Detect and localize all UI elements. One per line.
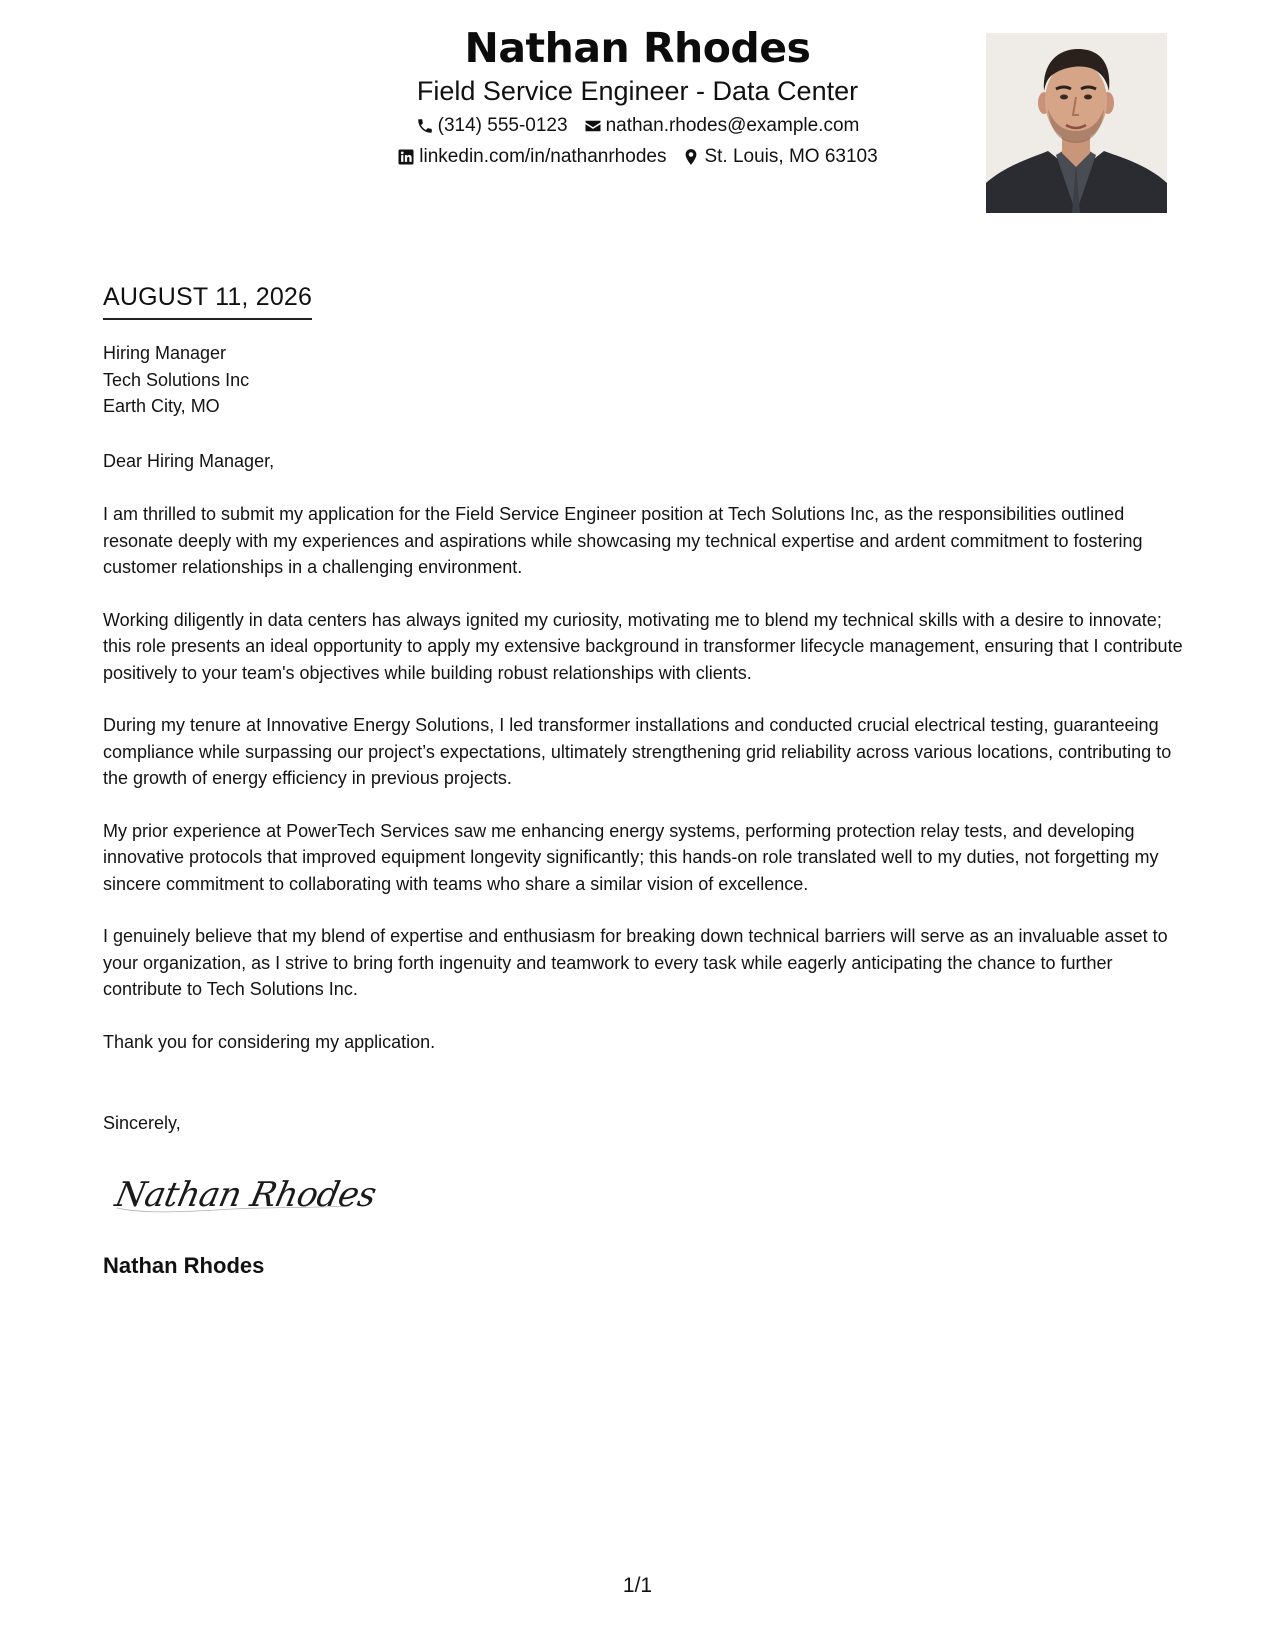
portrait-illustration	[986, 33, 1167, 213]
svg-text:Nathan Rhodes: Nathan Rhodes	[111, 1175, 380, 1215]
body-paragraph: I am thrilled to submit my application for the Field Service Engineer position at Tech Solutions Inc, as the responsibilities outlined resonate deeply with my experiences and aspirations while showcasing my technical expertise and ardent commitment to fostering customer relationships in a challenging environment.	[103, 504, 1143, 577]
email-address: nathan.rhodes@example.com	[605, 115, 860, 136]
recipient-line: Tech Solutions Inc	[103, 369, 250, 390]
body-paragraph: My prior experience at PowerTech Services saw me enhancing energy systems, performing protection relay tests, and developing innovative protocols that improved equipment longevity significantly; this hands-on role translated well to my duties, not forgetting my sincere commitment to collaborating with teams who share a similar vision of excellence.	[103, 820, 1159, 894]
recipient-line: Hiring Manager	[103, 343, 227, 363]
recipient-line: Earth City, MO	[103, 396, 220, 416]
map-pin-icon	[682, 148, 700, 166]
linkedin-icon	[397, 148, 415, 166]
body-paragraph: I genuinely believe that my blend of expertise and enthusiasm for breaking down technical barriers will serve as an invaluable asset to your organization, as I strive to bring forth ingenuity and teamwork to every task while eagerly anticipating the chance to further contribute to Tech Solutions Inc.	[103, 926, 1168, 999]
envelope-icon	[584, 117, 602, 135]
phone-icon	[416, 117, 434, 135]
contact-email	[584, 114, 860, 138]
job-title: Field Service Engineer - Data Center	[416, 76, 859, 106]
linkedin-url: linkedin.com/in/nathanrhodes	[419, 146, 667, 167]
salutation: Dear Hiring Manager,	[103, 451, 275, 471]
recipient-block	[103, 340, 1183, 420]
applicant-name: Nathan Rhodes	[464, 24, 811, 72]
contact-linkedin	[397, 145, 666, 169]
contact-phone	[416, 114, 568, 138]
handwritten-signature	[111, 1162, 380, 1222]
body-paragraph: Working diligently in data centers has always ignited my curiosity, motivating me to blend my technical skills with a desire to innovate; this role presents an ideal opportunity to apply my extensive background in transformer lifecycle management, ensuring that I contribute positively to your team's objectives while building robust relationships with clients.	[103, 609, 1183, 683]
phone-number: (314) 555-0123	[437, 115, 568, 136]
body-paragraph: During my tenure at Innovative Energy Solutions, I led transformer installations and conducted crucial electrical testing, guaranteeing compliance while surpassing our project’s expectations, ultimately strengthening grid reliability across various locations, contributing to the growth of energy efficiency in previous projects.	[103, 715, 1172, 788]
page-number: 1/1	[622, 1574, 653, 1597]
signer-name: Nathan Rhodes	[103, 1253, 265, 1278]
letter-body	[103, 501, 1183, 1081]
body-paragraph: Thank you for considering my application.	[103, 1031, 436, 1052]
contact-location	[682, 145, 877, 169]
closing: Sincerely,	[103, 1113, 181, 1133]
profile-photo	[986, 33, 1167, 213]
signature-image	[111, 1162, 380, 1222]
letter-date: AUGUST 11, 2026	[103, 282, 312, 320]
location-text: St. Louis, MO 63103	[704, 146, 878, 167]
